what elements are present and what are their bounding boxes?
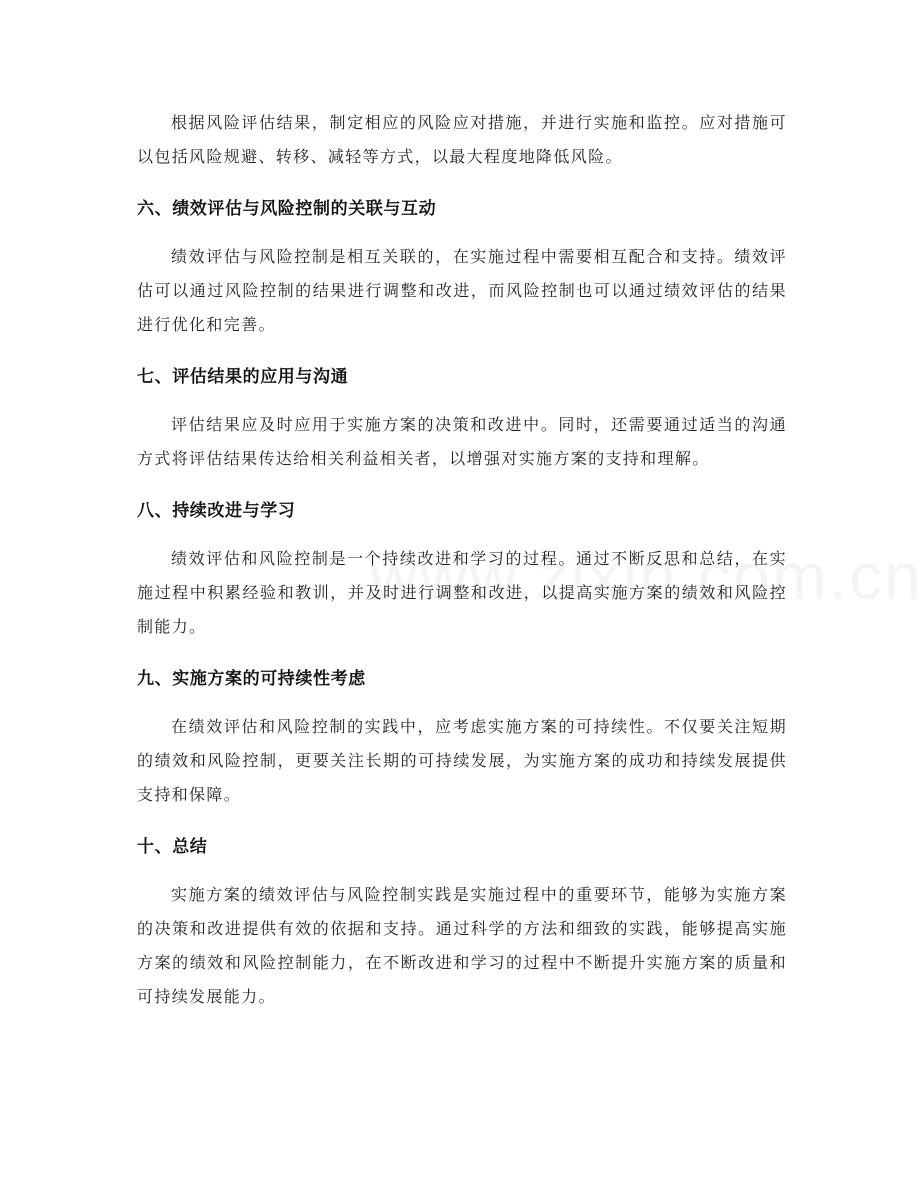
- heading-section-10: 十、总结: [137, 837, 208, 857]
- heading-section-7: 七、评估结果的应用与沟通: [137, 367, 349, 387]
- paragraph-risk-response: 根据风险评估结果，制定相应的风险应对措施，并进行实施和监控。应对措施可以包括风险规避、转移、减轻等方式，以最大程度地降低风险。: [137, 113, 787, 166]
- paragraph-section-7: 评估结果应及时应用于实施方案的决策和改进中。同时，还需要通过适当的沟通方式将评估结果传达给相关利益相关者，以增强对实施方案的支持和理解。: [137, 415, 787, 468]
- paragraph-section-8: 绩效评估和风险控制是一个持续改进和学习的过程。通过不断反思和总结，在实施过程中积累经验和教训，并及时进行调整和改进，以提高实施方案的绩效和风险控制能力。: [137, 549, 787, 636]
- heading-section-9: 九、实施方案的可持续性考虑: [137, 669, 366, 689]
- paragraph-section-6: 绩效评估与风险控制是相互关联的，在实施过程中需要相互配合和支持。绩效评估可以通过风险控制的结果进行调整和改进，而风险控制也可以通过绩效评估的结果进行优化和完善。: [137, 247, 787, 334]
- document-body: [137, 106, 787, 1014]
- heading-section-8: 八、持续改进与学习: [137, 501, 296, 521]
- paragraph-section-9: 在绩效评估和风险控制的实践中，应考虑实施方案的可持续性。不仅要关注短期的绩效和风险控制，更要关注长期的可持续发展，为实施方案的成功和持续发展提供支持和保障。: [137, 717, 787, 804]
- heading-section-6: 六、绩效评估与风险控制的关联与互动: [137, 199, 437, 219]
- paragraph-section-10: 实施方案的绩效评估与风险控制实践是实施过程中的重要环节，能够为实施方案的决策和改进提供有效的依据和支持。通过科学的方法和细致的实践，能够提高实施方案的绩效和风险控制能力，在不断改进和学习的过程中不断提升实施方案的质量和可持续发展能力。: [137, 885, 787, 1006]
